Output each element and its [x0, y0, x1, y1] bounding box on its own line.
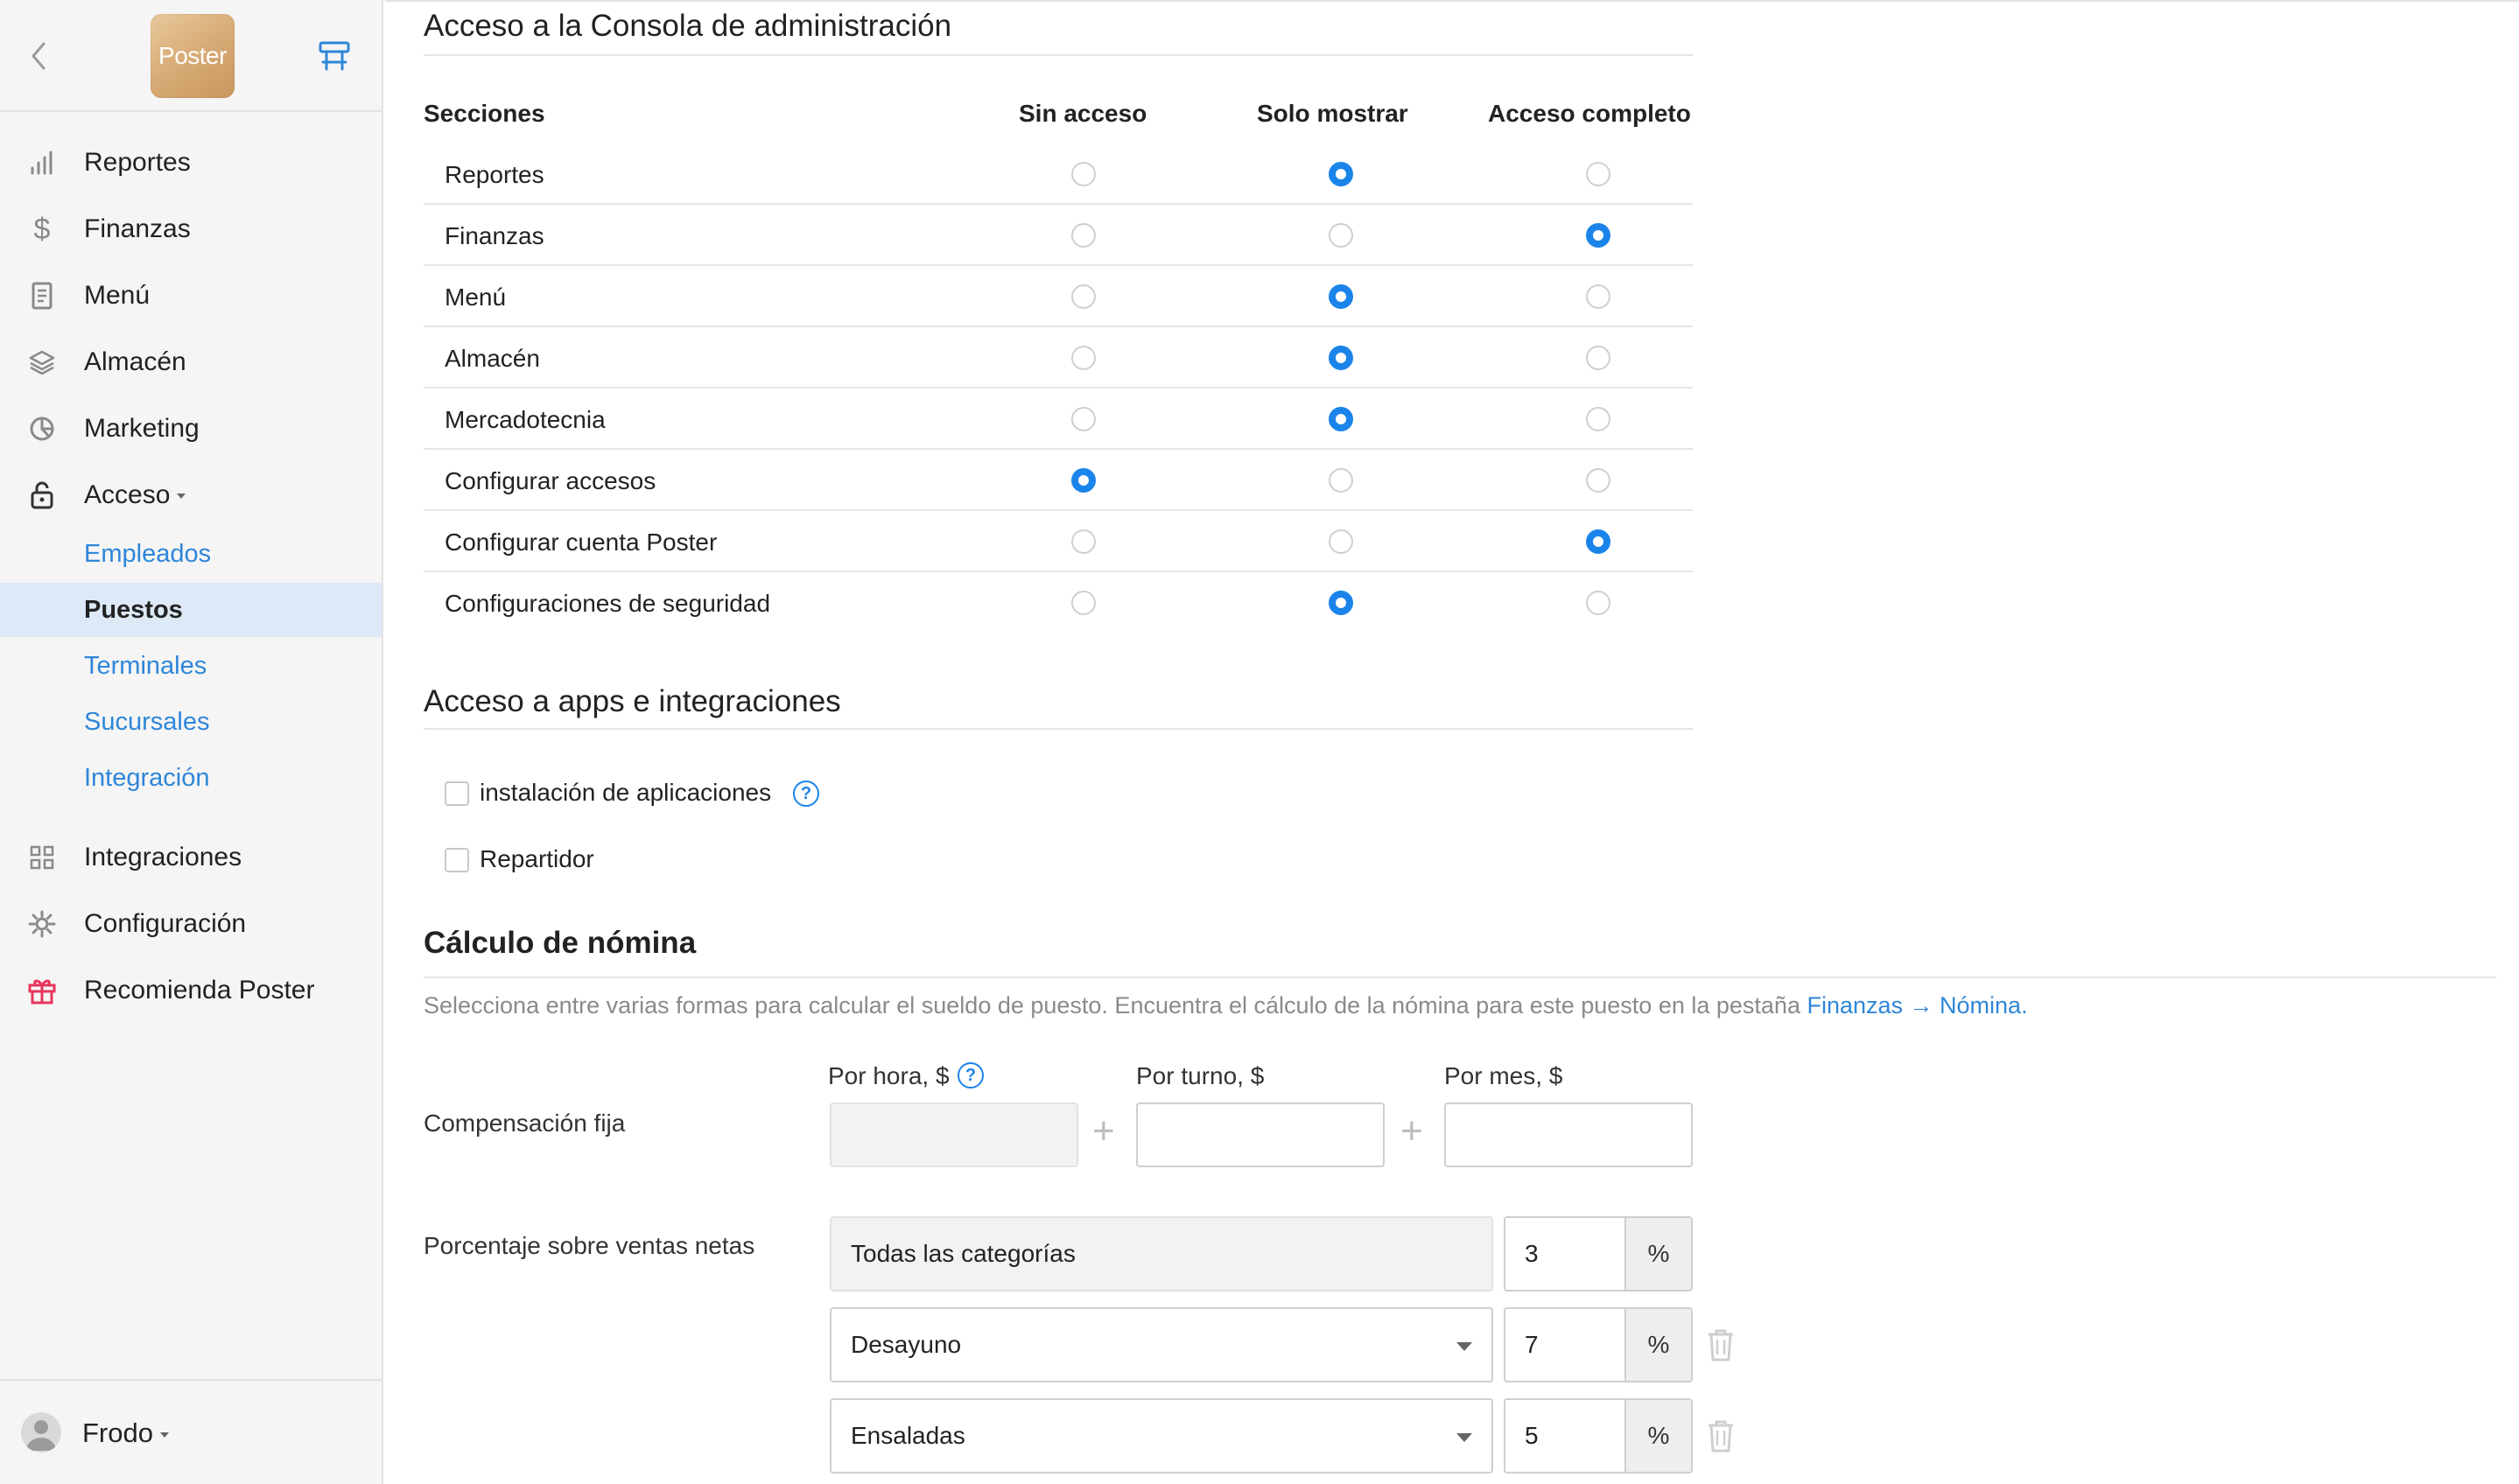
per-shift-label: Por turno, $ [1136, 1062, 1265, 1089]
delete-button[interactable] [1703, 1325, 1738, 1365]
access-row [424, 144, 1693, 205]
nav-label-text: Acceso [84, 480, 171, 509]
nav-label: Integraciones [84, 843, 242, 872]
percent-value: 3 [1525, 1240, 1539, 1267]
app-install-label: instalación de aplicaciones [480, 779, 772, 806]
gear-icon [26, 908, 58, 940]
per-shift-input[interactable] [1136, 1102, 1385, 1167]
radio-full[interactable] [1586, 591, 1610, 615]
gift-icon [26, 975, 58, 1006]
subnav-label: Terminales [84, 651, 207, 680]
repartidor-label: Repartidor [480, 845, 594, 872]
radio-view[interactable] [1329, 529, 1353, 554]
plus-sign: + [1092, 1110, 1115, 1152]
nav-item-configuracion[interactable] [0, 891, 382, 957]
nav-label: Almacén [84, 347, 186, 376]
nav-item-recomienda[interactable] [0, 957, 382, 1024]
sidebar-header [0, 0, 382, 112]
access-row-label: Reportes [445, 161, 544, 188]
col-header-view-only: Solo mostrar [1257, 100, 1408, 127]
radio-none[interactable] [1071, 591, 1096, 615]
col-header-no-access: Sin acceso [1019, 100, 1147, 127]
unlock-icon [26, 480, 58, 511]
nav-item-acceso[interactable] [0, 462, 382, 528]
access-row-label: Mercadotecnia [445, 406, 606, 433]
subnav-integracion[interactable] [0, 751, 382, 805]
payroll-title: Cálculo de nómina [424, 926, 697, 960]
access-row-label: Configuraciones de seguridad [445, 590, 771, 617]
dollar-icon: $ [33, 212, 51, 246]
app-install-checkbox[interactable] [445, 781, 469, 806]
help-icon[interactable] [793, 780, 819, 807]
access-row-label: Almacén [445, 345, 540, 372]
help-symbol: ? [800, 783, 812, 803]
radio-view[interactable] [1329, 284, 1353, 309]
grid-icon [26, 842, 58, 873]
plus-sign: + [1400, 1110, 1423, 1152]
fixed-compensation-label: Compensación fija [424, 1110, 626, 1137]
delete-button[interactable] [1703, 1416, 1738, 1456]
category-name: Desayuno [851, 1331, 962, 1358]
logo-text: Poster [158, 42, 227, 69]
payroll-link[interactable]: Finanzas → Nómina. [1807, 992, 2028, 1018]
nav-item-integraciones[interactable] [0, 824, 382, 891]
percent-value: 5 [1525, 1422, 1539, 1449]
nav-label: Menú [84, 281, 151, 310]
divider [424, 728, 1693, 730]
trash-icon [1706, 1418, 1736, 1453]
subnav-sucursales[interactable] [0, 695, 382, 749]
nav-item-almacen[interactable] [0, 329, 382, 396]
radio-full[interactable] [1586, 162, 1610, 186]
per-hour-label-text: Por hora, $ [828, 1062, 950, 1089]
percent-addon: % [1624, 1398, 1693, 1474]
category-select[interactable] [830, 1307, 1493, 1382]
help-icon[interactable] [958, 1062, 984, 1088]
user-icon [21, 1412, 61, 1452]
user-menu[interactable] [82, 1418, 169, 1449]
apps-title: Acceso a apps e integraciones [424, 684, 841, 718]
nav-label: Marketing [84, 414, 200, 443]
radio-view[interactable] [1329, 591, 1353, 615]
subnav-empleados[interactable] [0, 527, 382, 581]
radio-full[interactable] [1586, 284, 1610, 309]
sidebar [0, 0, 383, 1484]
nav-item-marketing[interactable] [0, 396, 382, 462]
sidebar-footer [0, 1379, 382, 1484]
access-row-label: Configurar cuenta Poster [445, 528, 718, 556]
divider [424, 976, 2496, 978]
radio-none[interactable] [1071, 346, 1096, 370]
nav-item-menu[interactable] [0, 262, 382, 329]
document-icon [26, 280, 58, 312]
subnav-terminales[interactable] [0, 639, 382, 693]
radio-none[interactable] [1071, 407, 1096, 431]
radio-full[interactable] [1586, 468, 1610, 493]
nav-label [84, 480, 186, 510]
radio-none[interactable] [1071, 468, 1096, 493]
access-row-label: Finanzas [445, 222, 544, 249]
layers-icon [26, 346, 58, 378]
top-border [385, 0, 2519, 2]
caret-down-icon [160, 1432, 169, 1438]
pos-terminal-button[interactable] [317, 38, 352, 74]
nav-label: Finanzas [84, 214, 191, 243]
radio-view[interactable] [1329, 162, 1353, 186]
access-row [424, 572, 1693, 634]
radio-none[interactable] [1071, 529, 1096, 554]
subnav-label: Empleados [84, 539, 212, 568]
radio-full[interactable] [1586, 407, 1610, 431]
dropdown-arrow-icon [1456, 1342, 1472, 1351]
percent-input[interactable] [1504, 1398, 1624, 1474]
category-name: Todas las categorías [851, 1240, 1076, 1267]
nav-label: Reportes [84, 148, 191, 177]
percent-value: 7 [1525, 1331, 1539, 1358]
radio-none[interactable] [1071, 223, 1096, 248]
admin-console-title: Acceso a la Consola de administración [424, 9, 952, 43]
percent-addon: % [1624, 1307, 1693, 1382]
chevron-left-icon [30, 41, 47, 71]
back-button[interactable] [25, 38, 53, 74]
divider [424, 54, 1693, 56]
radio-full[interactable] [1586, 529, 1610, 554]
col-header-sections: Secciones [424, 100, 545, 127]
percent-input[interactable] [1504, 1307, 1624, 1382]
repartidor-checkbox[interactable] [445, 848, 469, 872]
radio-view[interactable] [1329, 468, 1353, 493]
payroll-description [424, 992, 2028, 1019]
poster-logo[interactable] [151, 14, 235, 98]
nav-label: Recomienda Poster [84, 976, 315, 1004]
pie-chart-icon [26, 413, 58, 444]
trash-icon [1706, 1327, 1736, 1362]
caret-down-icon [177, 494, 186, 499]
access-row [424, 205, 1693, 266]
percent-addon: % [1624, 1216, 1693, 1292]
description-text: Selecciona entre varias formas para calcular el sueldo de puesto. Encuentra el cálculo de la nómina para este puesto en la pestaña [424, 992, 1807, 1018]
access-row-label: Menú [445, 284, 507, 311]
help-symbol: ? [965, 1065, 977, 1085]
pos-terminal-icon [318, 40, 351, 72]
subnav-label: Puestos [84, 595, 183, 624]
radio-view[interactable] [1329, 407, 1353, 431]
access-row [424, 388, 1693, 450]
dropdown-arrow-icon [1456, 1433, 1472, 1442]
radio-view[interactable] [1329, 346, 1353, 370]
access-row-label: Configurar accesos [445, 467, 656, 494]
per-hour-label [828, 1062, 950, 1090]
category-name: Ensaladas [851, 1422, 965, 1449]
percent-input[interactable] [1504, 1216, 1624, 1292]
radio-view[interactable] [1329, 223, 1353, 248]
category-select[interactable] [830, 1398, 1493, 1474]
bar-chart-icon [26, 147, 58, 178]
percent-sales-label: Porcentaje sobre ventas netas [424, 1232, 755, 1259]
subnav-label: Sucursales [84, 707, 210, 736]
col-header-full-access: Acceso completo [1488, 100, 1691, 127]
radio-full[interactable] [1586, 223, 1610, 248]
nav-label: Configuración [84, 909, 247, 938]
avatar[interactable] [21, 1412, 61, 1452]
radio-none[interactable] [1071, 284, 1096, 309]
access-row [424, 511, 1693, 572]
nav-item-reportes[interactable] [0, 130, 382, 196]
radio-none[interactable] [1071, 162, 1096, 186]
access-row [424, 450, 1693, 511]
per-hour-input[interactable] [830, 1102, 1078, 1167]
per-month-input[interactable] [1444, 1102, 1693, 1167]
per-month-label: Por mes, $ [1444, 1062, 1563, 1089]
nav-item-finanzas[interactable] [0, 196, 382, 262]
radio-full[interactable] [1586, 346, 1610, 370]
access-row [424, 327, 1693, 388]
category-all [830, 1216, 1493, 1292]
subnav-puestos[interactable] [0, 583, 382, 637]
subnav-label: Integración [84, 763, 210, 792]
access-row [424, 266, 1693, 327]
user-name: Frodo [82, 1418, 153, 1448]
